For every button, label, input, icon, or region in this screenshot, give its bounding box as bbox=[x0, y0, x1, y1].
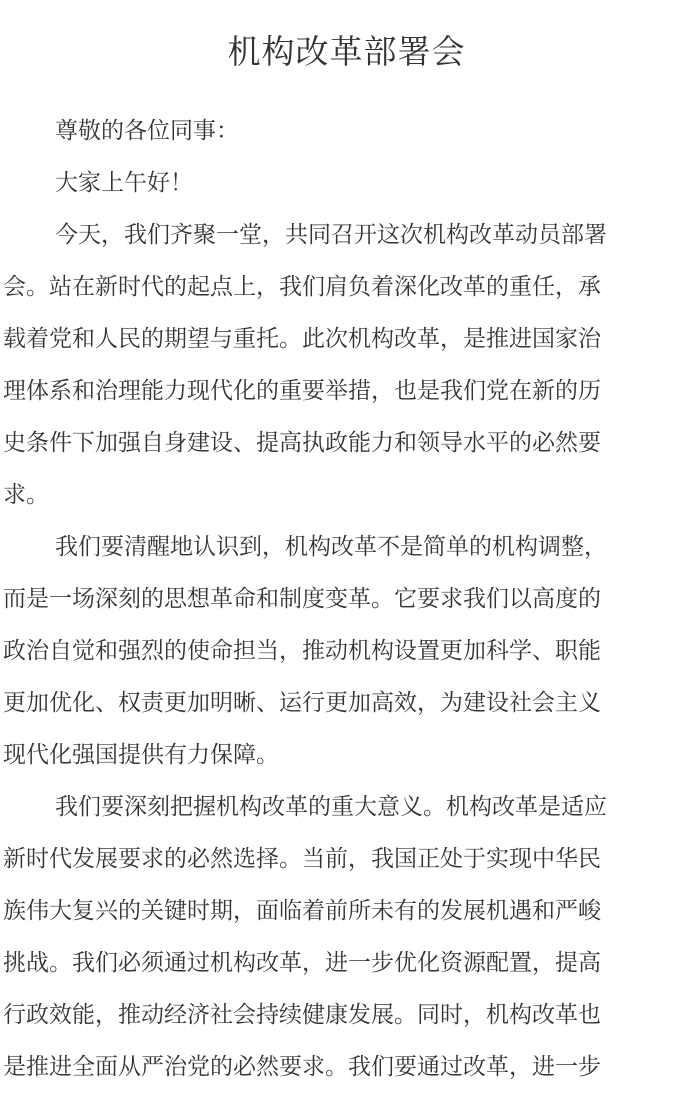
paragraph-3-line-5: 行政效能，推动经济社会持续健康发展。同时，机构改革也 bbox=[3, 1002, 601, 1028]
paragraph-2-line-2: 而是一场深刻的思想革命和制度变革。它要求我们以高度的 bbox=[3, 586, 601, 612]
paragraph-1-line-1: 今天，我们齐聚一堂，共同召开这次机构改革动员部署 bbox=[55, 222, 607, 248]
paragraph-3-line-6: 是推进全面从严治党的必然要求。我们要通过改革，进一步 bbox=[3, 1054, 601, 1080]
paragraph-3-line-1: 我们要深刻把握机构改革的重大意义。机构改革是适应 bbox=[55, 794, 607, 820]
paragraph-1-line-6: 求。 bbox=[3, 482, 49, 508]
paragraph-2-line-1: 我们要清醒地认识到，机构改革不是简单的机构调整， bbox=[55, 534, 607, 560]
paragraph-3-line-3: 族伟大复兴的关键时期，面临着前所未有的发展机遇和严峻 bbox=[3, 898, 601, 924]
paragraph-1-line-2: 会。站在新时代的起点上，我们肩负着深化改革的重任，承 bbox=[3, 274, 601, 300]
paragraph-1-line-4: 理体系和治理能力现代化的重要举措，也是我们党在新的历 bbox=[3, 378, 601, 404]
document-title: 机构改革部署会 bbox=[227, 32, 466, 71]
paragraph-3-line-4: 挑战。我们必须通过机构改革，进一步优化资源配置，提高 bbox=[3, 950, 601, 976]
paragraph-2-line-3: 政治自觉和强烈的使命担当，推动机构设置更加科学、职能 bbox=[3, 638, 601, 664]
paragraph-2-line-5: 现代化强国提供有力保障。 bbox=[3, 742, 279, 768]
paragraph-2-line-4: 更加优化、权责更加明晰、运行更加高效，为建设社会主义 bbox=[3, 690, 601, 716]
paragraph-1-line-3: 载着党和人民的期望与重托。此次机构改革，是推进国家治 bbox=[3, 326, 601, 352]
paragraph-3-line-2: 新时代发展要求的必然选择。当前，我国正处于实现中华民 bbox=[3, 846, 601, 872]
paragraph-1-line-5: 史条件下加强自身建设、提高执政能力和领导水平的必然要 bbox=[3, 430, 601, 456]
greeting-line: 大家上午好！ bbox=[55, 170, 193, 196]
salutation-line: 尊敬的各位同事： bbox=[55, 118, 239, 144]
